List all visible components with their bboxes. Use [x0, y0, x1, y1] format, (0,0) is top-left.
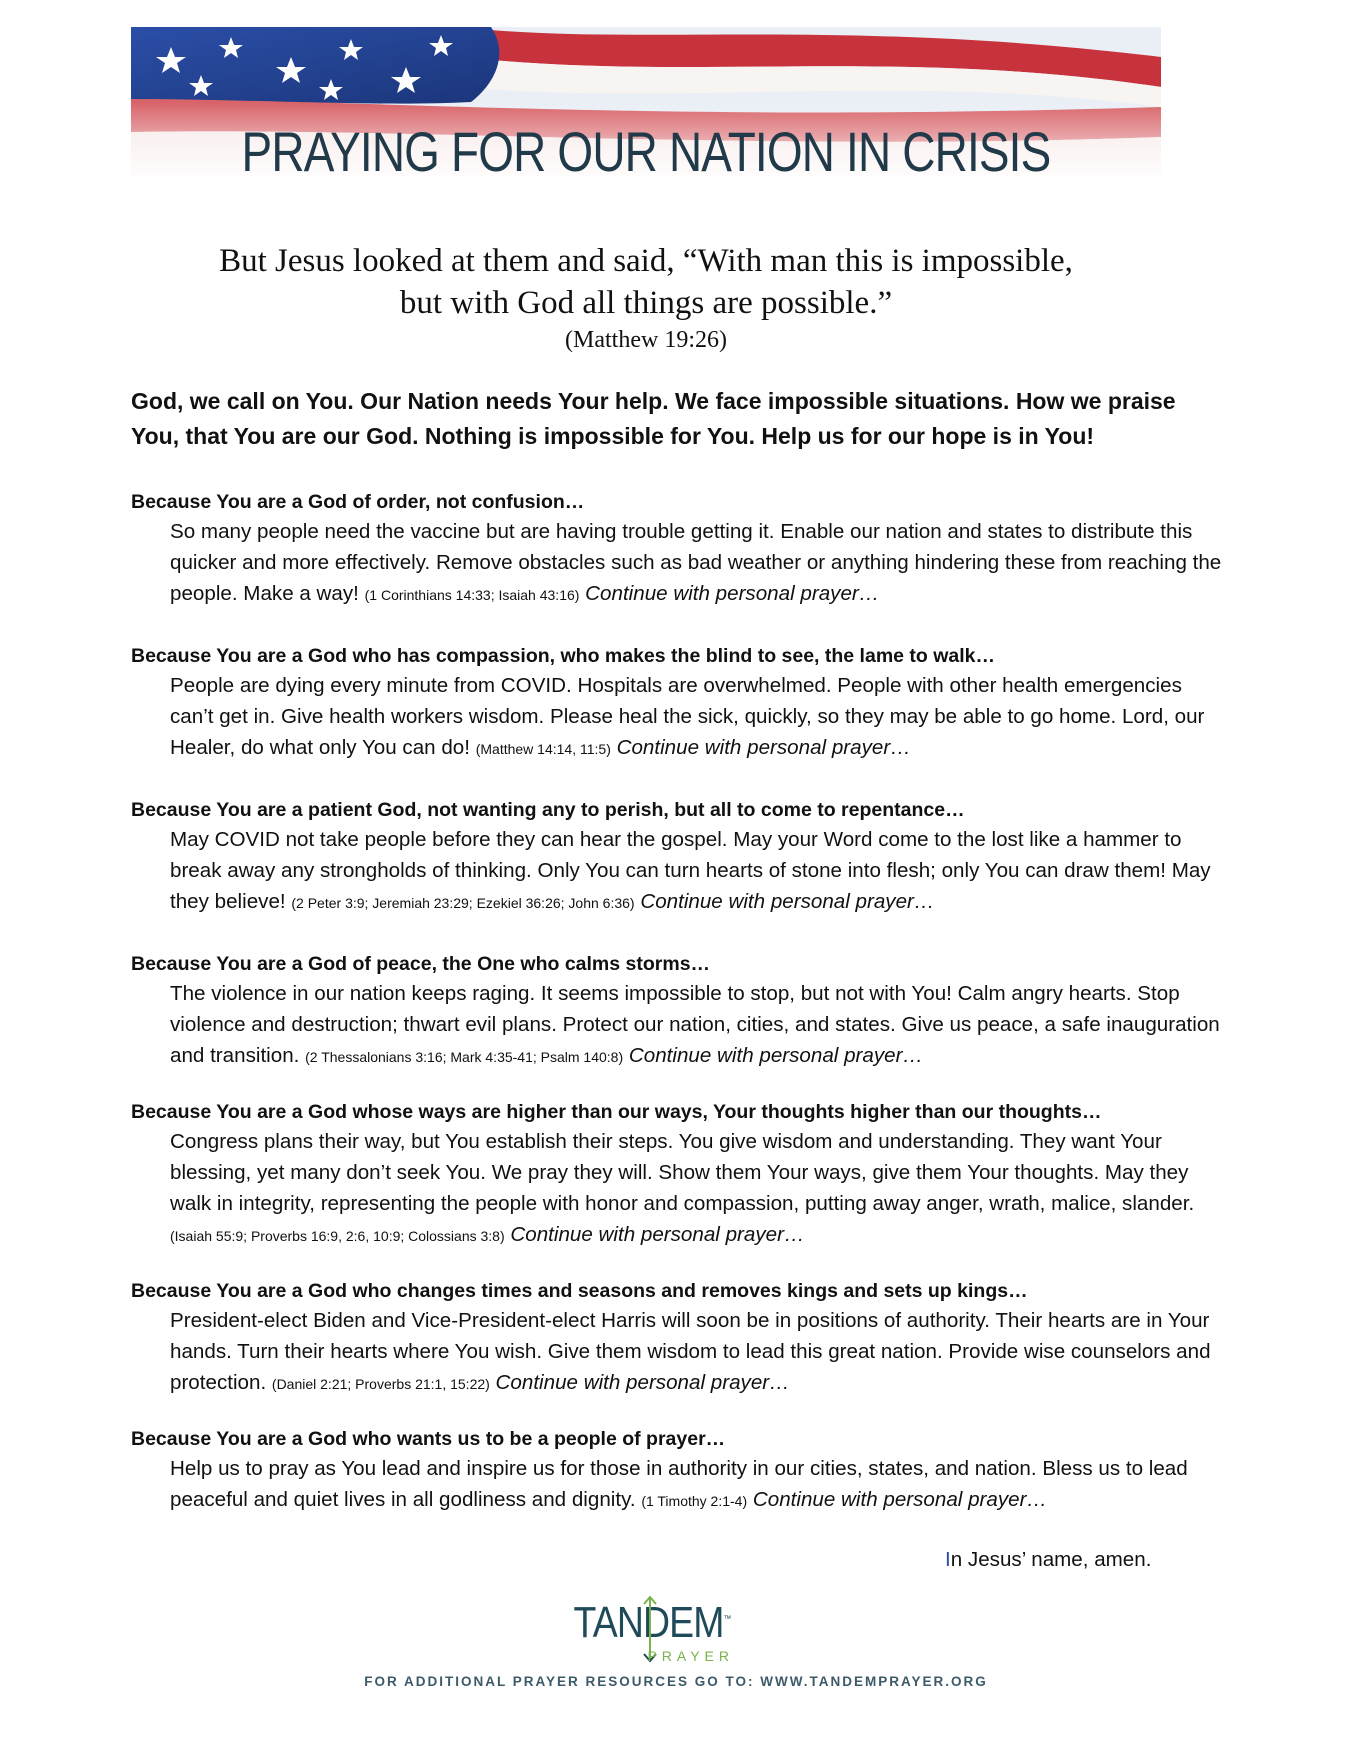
prayer-section-prayer	[131, 1425, 1221, 1517]
continue-prompt: Continue with personal prayer…	[585, 582, 880, 605]
continue-prompt: Continue with personal prayer…	[640, 890, 935, 913]
section-text: President-elect Biden and Vice-President-elect Harris will soon be in positions of authority. Their hearts are in Your hands. Turn their hearts where You wish. Give them wisdom to lead this great nation. Provide wise counselors and protection.	[170, 1309, 1211, 1394]
section-body	[170, 978, 1230, 1073]
prayer-section-order	[131, 488, 1221, 611]
continue-prompt: Continue with personal prayer…	[510, 1223, 805, 1246]
logo-word: TANDEM	[573, 1598, 724, 1647]
section-text: So many people need the vaccine but are having trouble getting it. Enable our nation and states to distribute this quicker and more effectively. Remove obstacles such as bad weather or anything hindering these from reaching the people. Make a way!	[170, 520, 1222, 605]
continue-prompt: Continue with personal prayer…	[495, 1371, 790, 1394]
logo-subtitle: PRAYER	[647, 1648, 734, 1664]
section-heading: Because You are a God of peace, the One who calms storms…	[131, 953, 711, 975]
header-banner	[131, 27, 1161, 177]
section-text: People are dying every minute from COVID. Hospitals are overwhelmed. People with other health emergencies can’t get in. Give health workers wisdom. Please heal the sick, quickly, so they may be able to go home. Lord, our Healer, do what only You can do!	[170, 674, 1205, 759]
section-text: Congress plans their way, but You establish their steps. You give wisdom and understanding. They want Your blessing, yet many don’t seek You. We pray they will. Show them Your ways, give them Your thoughts. May they walk in integrity, representing the people with honor and compassion, putting away anger, wrath, malice, slander.	[170, 1130, 1195, 1215]
scripture-refs: (Matthew 14:14, 11:5)	[475, 741, 611, 757]
scripture-refs: (Isaiah 55:9; Proverbs 16:9, 2:6, 10:9; Colossians 3:8)	[170, 1228, 505, 1244]
section-body	[170, 1453, 1230, 1517]
section-heading: Because You are a God who has compassion, who makes the blind to see, the lame to walk…	[131, 645, 996, 667]
prayer-section-compassion	[131, 642, 1221, 765]
section-body	[170, 670, 1230, 765]
section-heading: Because You are a God who changes times and seasons and removes kings and sets up kings…	[131, 1280, 1028, 1302]
logo-trademark: ™	[723, 1613, 731, 1624]
scripture-refs: (1 Corinthians 14:33; Isaiah 43:16)	[364, 587, 580, 603]
section-body	[170, 1305, 1230, 1400]
closing-text: n Jesus’ name, amen.	[950, 1548, 1152, 1571]
section-text: Help us to pray as You lead and inspire us for those in authority in our cities, states, and nation. Bless us to lead peaceful and quiet lives in all godliness and dignity.	[170, 1457, 1188, 1511]
banner-title: PRAYING FOR OUR NATION IN CRISIS	[241, 120, 1051, 177]
closing-amen	[945, 1546, 1151, 1574]
section-heading: Because You are a patient God, not wanting any to perish, but all to come to repentance…	[131, 799, 965, 821]
section-text: May COVID not take people before they can hear the gospel. May your Word come to the lost like a hammer to break away any strongholds of thinking. Only You can turn hearts of stone into flesh; only You can draw them! May they believe!	[170, 828, 1211, 913]
footer-resources: FOR ADDITIONAL PRAYER RESOURCES GO TO: WWW.TANDEMPRAYER.ORG	[364, 1674, 988, 1689]
section-heading: Because You are a God who wants us to be a people of prayer…	[131, 1428, 726, 1450]
section-body	[170, 1126, 1230, 1252]
continue-prompt: Continue with personal prayer…	[752, 1488, 1048, 1511]
closing-first-letter: I	[945, 1548, 951, 1571]
verse-reference: (Matthew 19:26)	[565, 327, 727, 353]
scripture-verse	[131, 240, 1161, 356]
prayer-section-ways	[131, 1098, 1221, 1252]
section-body	[170, 516, 1230, 611]
prayer-section-peace	[131, 950, 1221, 1073]
section-heading: Because You are a God whose ways are higher than our ways, Your thoughts higher than our thoughts…	[131, 1101, 1102, 1123]
continue-prompt: Continue with personal prayer…	[616, 736, 911, 759]
section-text: The violence in our nation keeps raging. It seems impossible to stop, but not with You! Calm angry hearts. Stop violence and destruction; thwart evil plans. Protect our nation, cities, and states. Give us peace, a safe inauguration and transition.	[170, 982, 1220, 1067]
scripture-refs: (2 Peter 3:9; Jeremiah 23:29; Ezekiel 36:26; John 6:36)	[291, 895, 635, 911]
scripture-refs: (Daniel 2:21; Proverbs 21:1, 15:22)	[271, 1376, 490, 1392]
prayer-section-patient	[131, 796, 1221, 919]
section-heading: Because You are a God of order, not confusion…	[131, 491, 585, 513]
section-body	[170, 824, 1230, 919]
continue-prompt: Continue with personal prayer…	[628, 1044, 924, 1067]
scripture-refs: (1 Timothy 2:1-4)	[641, 1493, 748, 1509]
tandem-prayer-logo	[560, 1590, 740, 1670]
verse-line-2: but with God all things are possible.”	[399, 285, 893, 321]
prayer-section-kings	[131, 1277, 1221, 1400]
scripture-refs: (2 Thessalonians 3:16; Mark 4:35-41; Psalm 140:8)	[305, 1049, 624, 1065]
verse-line-1: But Jesus looked at them and said, “With man this is impossible,	[219, 243, 1073, 279]
intro-prayer: God, we call on You. Our Nation needs Your help. We face impossible situations. How we praise You, that You are our God. Nothing is impossible for You. Help us for our hope is in You!	[131, 388, 1176, 449]
